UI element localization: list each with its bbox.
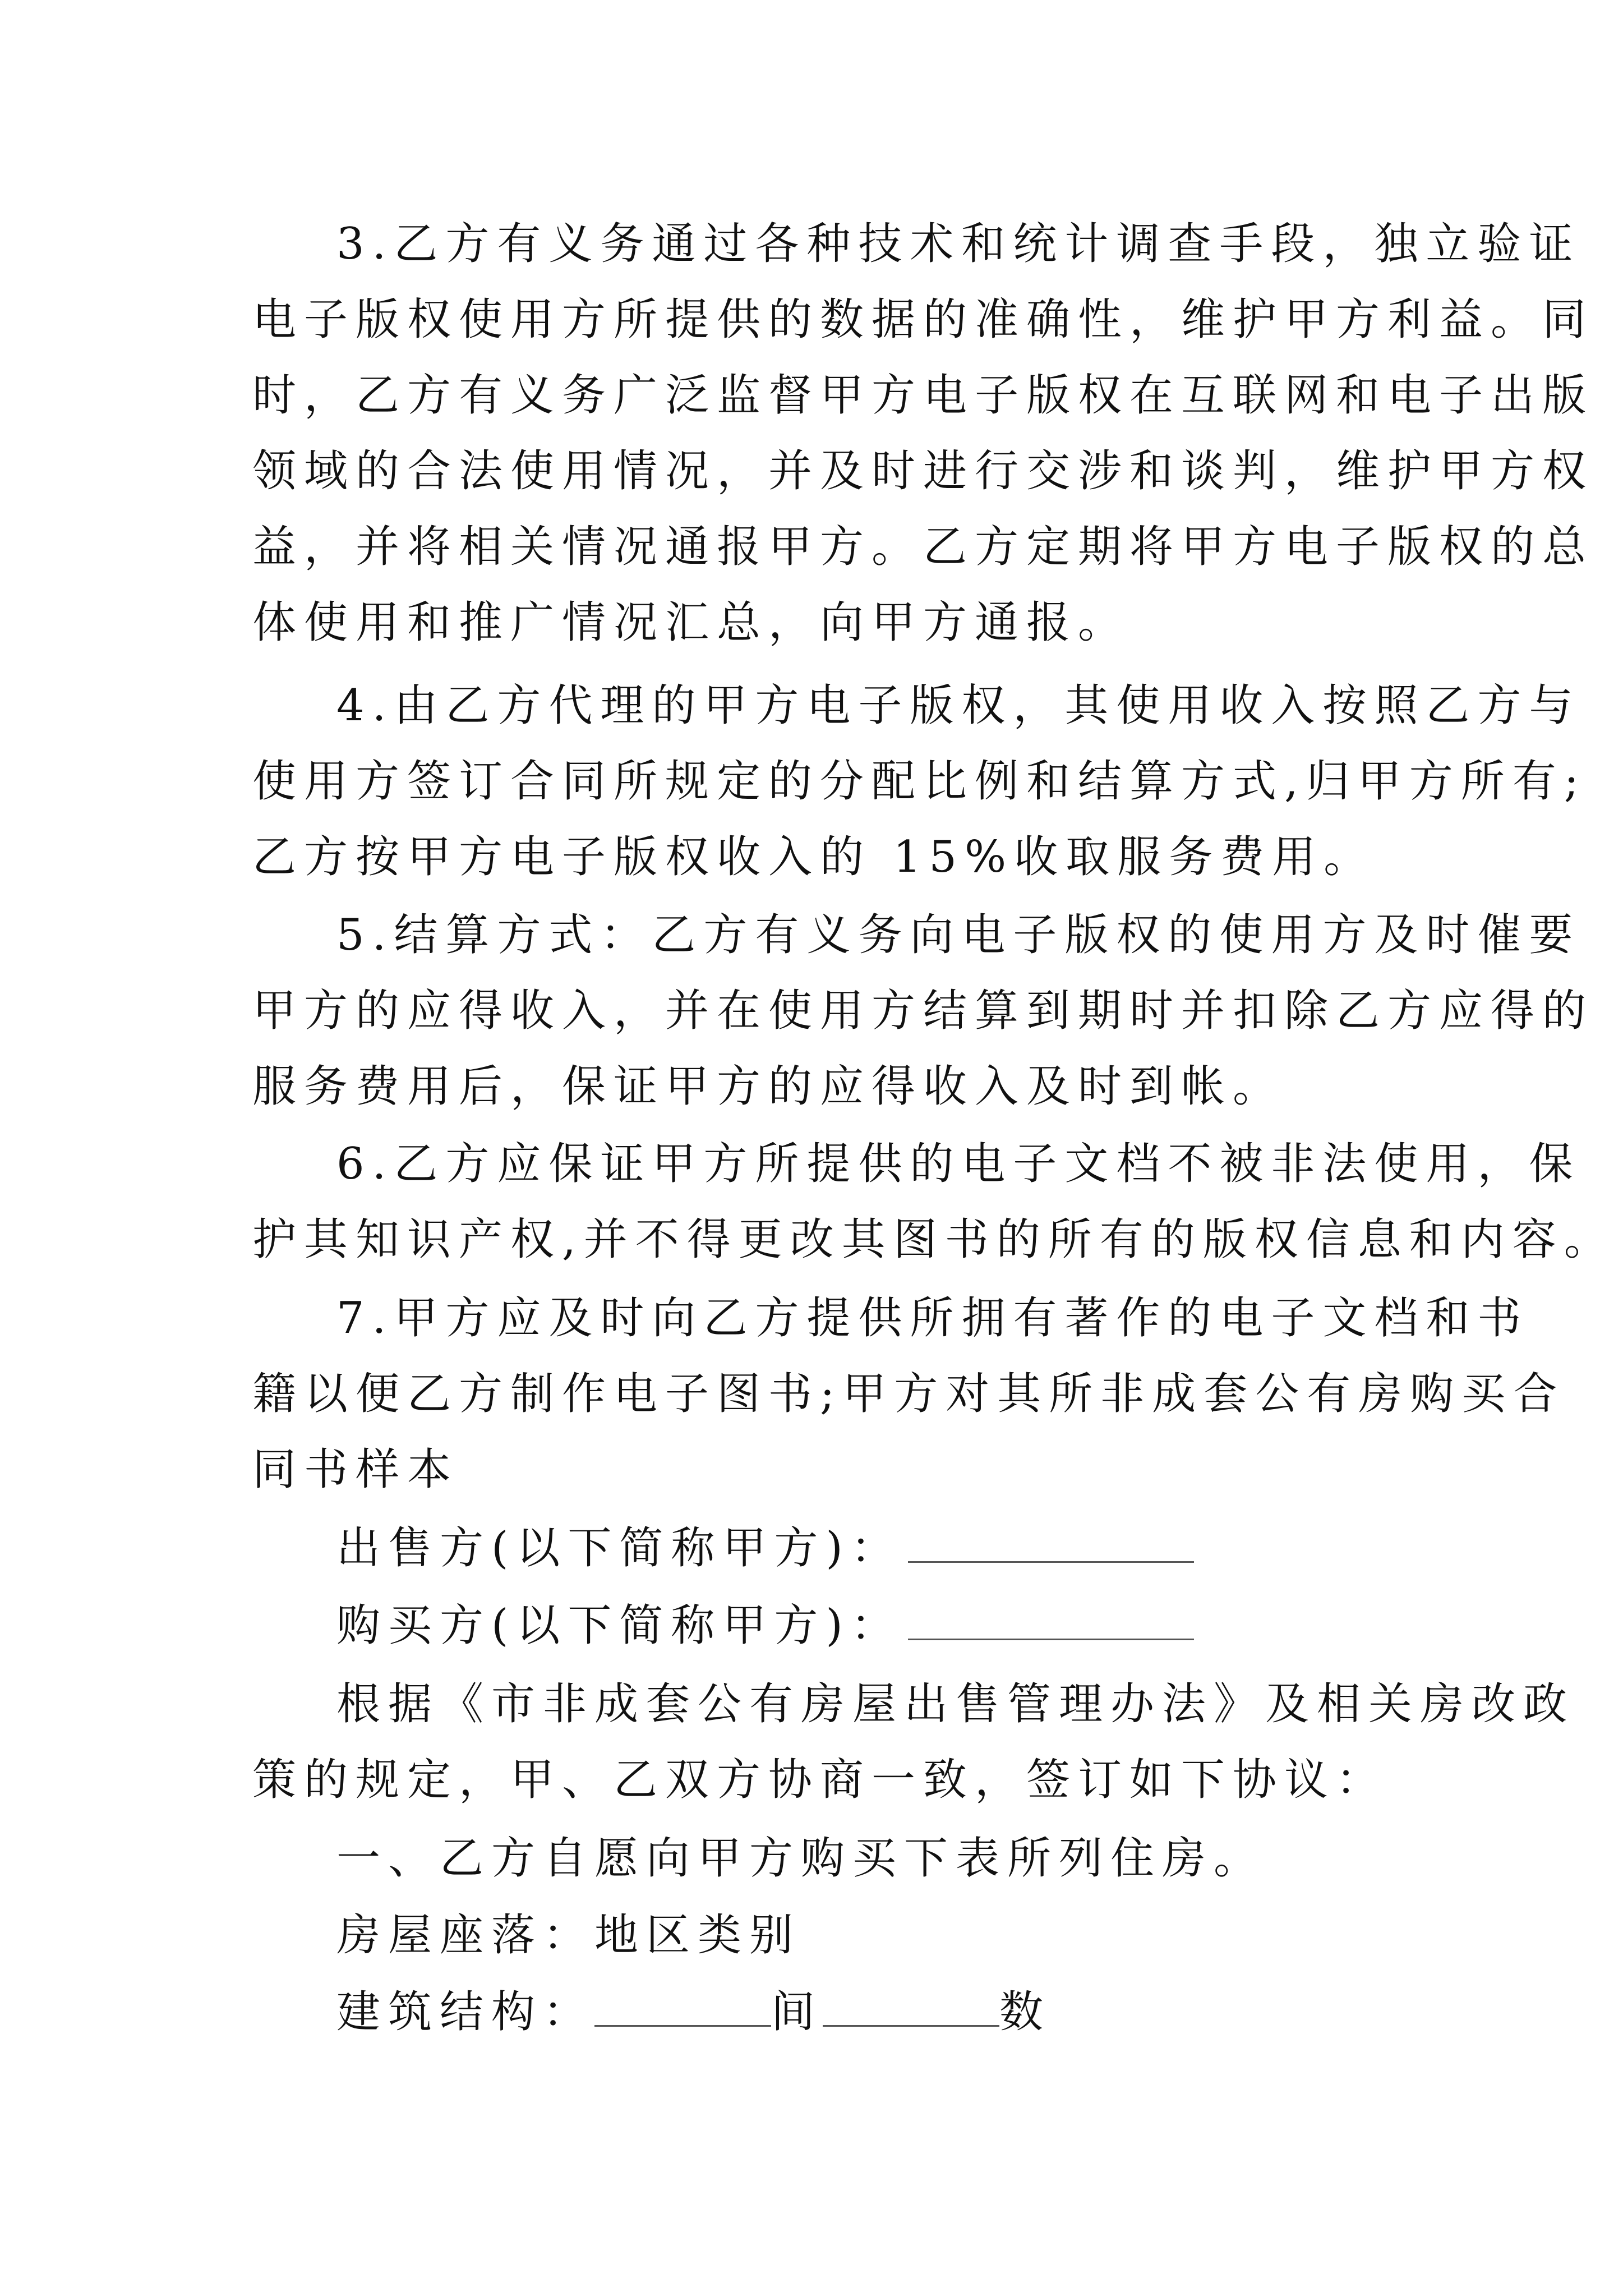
seller-blank-field: [908, 1522, 1194, 1563]
buyer-line: [336, 1598, 1194, 1654]
rooms-unit-label: 间: [771, 1987, 823, 2037]
building-structure-line: [336, 1984, 1051, 2040]
paragraph-3-line-3: 时，乙方有义务广泛监督甲方电子版权在互联网和电子出版: [252, 370, 1594, 421]
buyer-label: 购买方(以下简称甲方)：: [336, 1600, 902, 1651]
structure-blank-field: [594, 1986, 771, 2027]
paragraph-5-line-2: 甲方的应得收入，并在使用方结算到期时并扣除乙方应得的: [252, 986, 1594, 1036]
seller-label: 出售方(以下简称甲方)：: [336, 1523, 902, 1573]
building-structure-label: 建筑结构：: [336, 1987, 595, 2037]
paragraph-7-line-1: 7.甲方应及时向乙方提供所拥有著作的电子文档和书: [336, 1293, 1529, 1343]
paragraph-3-line-5: 益，并将相关情况通报甲方。乙方定期将甲方电子版权的总: [252, 522, 1594, 572]
agreement-line-1: 根据《市非成套公有房屋出售管理办法》及相关房改政: [336, 1679, 1575, 1729]
paragraph-3-line-1: 3.乙方有义务通过各种技术和统计调查手段，独立验证: [336, 219, 1581, 269]
clause-1: 一、乙方自愿向甲方购买下表所列住房。: [336, 1833, 1266, 1884]
count-unit-label: 数: [999, 1987, 1052, 2037]
house-location: 房屋座落：地区类别: [336, 1910, 801, 1961]
paragraph-3-line-4: 领域的合法使用情况，并及时进行交涉和谈判，维护甲方权: [252, 446, 1594, 496]
paragraph-6-line-1: 6.乙方应保证甲方所提供的电子文档不被非法使用，保: [336, 1139, 1581, 1189]
paragraph-5-line-1: 5.结算方式：乙方有义务向电子版权的使用方及时催要: [336, 910, 1581, 960]
paragraph-7-line-3: 同书样本: [252, 1444, 459, 1495]
paragraph-3-line-2: 电子版权使用方所提供的数据的准确性，维护甲方利益。同: [252, 295, 1594, 345]
seller-line: [336, 1520, 1194, 1576]
paragraph-4-line-2: 使用方签订合同所规定的分配比例和结算方式,归甲方所有;: [252, 756, 1587, 807]
paragraph-6-line-2: 护其知识产权,并不得更改其图书的所有的版权信息和内容。: [252, 1214, 1616, 1265]
paragraph-3-line-6: 体使用和推广情况汇总，向甲方通报。: [252, 597, 1130, 648]
paragraph-4-line-1: 4.由乙方代理的甲方电子版权，其使用收入按照乙方与: [336, 680, 1581, 731]
paragraph-4-line-3: 乙方按甲方电子版权收入的 15%收取服务费用。: [252, 832, 1376, 882]
paragraph-7-line-2: 籍以便乙方制作电子图书;甲方对其所非成套公有房购买合: [252, 1369, 1565, 1419]
buyer-blank-field: [908, 1599, 1194, 1640]
paragraph-5-line-3: 服务费用后，保证甲方的应得收入及时到帐。: [252, 1061, 1285, 1112]
agreement-line-2: 策的规定，甲、乙双方协商一致，签订如下协议：: [252, 1755, 1388, 1805]
rooms-blank-field: [823, 1986, 999, 2027]
